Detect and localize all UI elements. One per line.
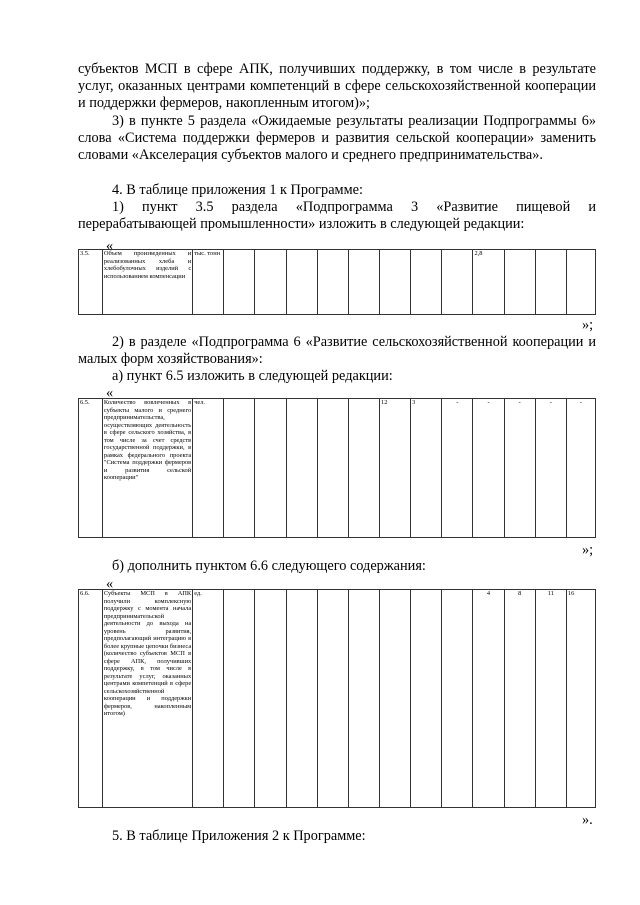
indicator-name: Субъекты МСП в АПК получили комплексную поддержку с момента начала предпринимательской деятельности до выхода на уровень развития, предполагающий интеграцию в более крупные цепочки бизнеса (количество субъектов МСП в сфере АПК, получивших поддержку, в том числе в результате услуг, оказанных центрами компетенций в сфере сельскохозяйственной кооперации и поддержки фермеров, накопленным итогом): [102, 590, 192, 808]
table-row: [79, 399, 596, 538]
value-cell: 12: [380, 399, 411, 538]
table-row: [79, 590, 596, 808]
value-cell: 3: [411, 399, 442, 538]
paragraph-6-6: б) дополнить пунктом 6.6 следующего содержания:: [112, 558, 426, 574]
dash-cell: -: [566, 399, 595, 538]
table-item-6-6: [78, 589, 596, 808]
unit-cell: тыс. тонн: [193, 250, 224, 315]
table-row: [79, 250, 596, 315]
value-cell: 8: [504, 590, 535, 808]
paragraph-msp-subjects: субъектов МСП в сфере АПК, получивших поддержку, в том числе в результате услуг, оказанных центрами компетенций в сфере сельскохозяйственной кооперации и поддержки фермеров, накопленным итогом)»;: [78, 61, 596, 112]
value-cell: 4: [473, 590, 504, 808]
indicator-name: Количество вовлеченных в субъекты малого и среднего предпринимательства, осуществляющих деятельность в сфере сельского хозяйства, в том числе за счет средств государственной поддержки, в рамках федерального проекта "Система поддержки фермеров и развития сельской кооперации": [102, 399, 192, 538]
dash-cell: -: [504, 399, 535, 538]
open-quote: «: [106, 238, 114, 254]
value-cell: 11: [535, 590, 566, 808]
unit-cell: ед.: [193, 590, 224, 808]
row-number: 6.5.: [79, 399, 103, 538]
open-quote: «: [106, 576, 114, 592]
table-item-6-5: [78, 398, 596, 538]
paragraph-item-4: 4. В таблице приложения 1 к Программе:: [112, 182, 363, 198]
dash-cell: -: [442, 399, 473, 538]
dash-cell: -: [535, 399, 566, 538]
paragraph-item-4-1: 1) пункт 3.5 раздела «Подпрограмма 3 «Развитие пищевой и перерабатывающей промышленности» изложить в следующей редакции:: [78, 199, 596, 233]
value-cell: 2,8: [473, 250, 504, 315]
paragraph-item-5: 5. В таблице Приложения 2 к Программе:: [112, 828, 366, 844]
indicator-name: Объем произведенных и реализованных хлеба и хлебобулочных изделий с использованием компенсации: [102, 250, 192, 315]
close-quote: »;: [582, 542, 594, 558]
paragraph-6-5: а) пункт 6.5 изложить в следующей редакции:: [112, 368, 393, 384]
row-number: 6.6.: [79, 590, 103, 808]
dash-cell: -: [473, 399, 504, 538]
paragraph-section-6: 2) в разделе «Подпрограмма 6 «Развитие сельскохозяйственной кооперации и малых форм хозяйствования»:: [78, 334, 596, 368]
table-item-3-5: [78, 249, 596, 315]
value-cell: 16: [566, 590, 595, 808]
row-number: 3.5.: [79, 250, 103, 315]
close-quote: ».: [582, 812, 593, 828]
close-quote: »;: [582, 317, 594, 333]
open-quote: «: [106, 385, 114, 401]
unit-cell: чел.: [193, 399, 224, 538]
paragraph-item-3: 3) в пункте 5 раздела «Ожидаемые результаты реализации Подпрограммы 6» слова «Система поддержки фермеров и развития сельской кооперации» заменить словами «Акселерация субъектов малого и среднего предпринимательства».: [78, 113, 596, 164]
